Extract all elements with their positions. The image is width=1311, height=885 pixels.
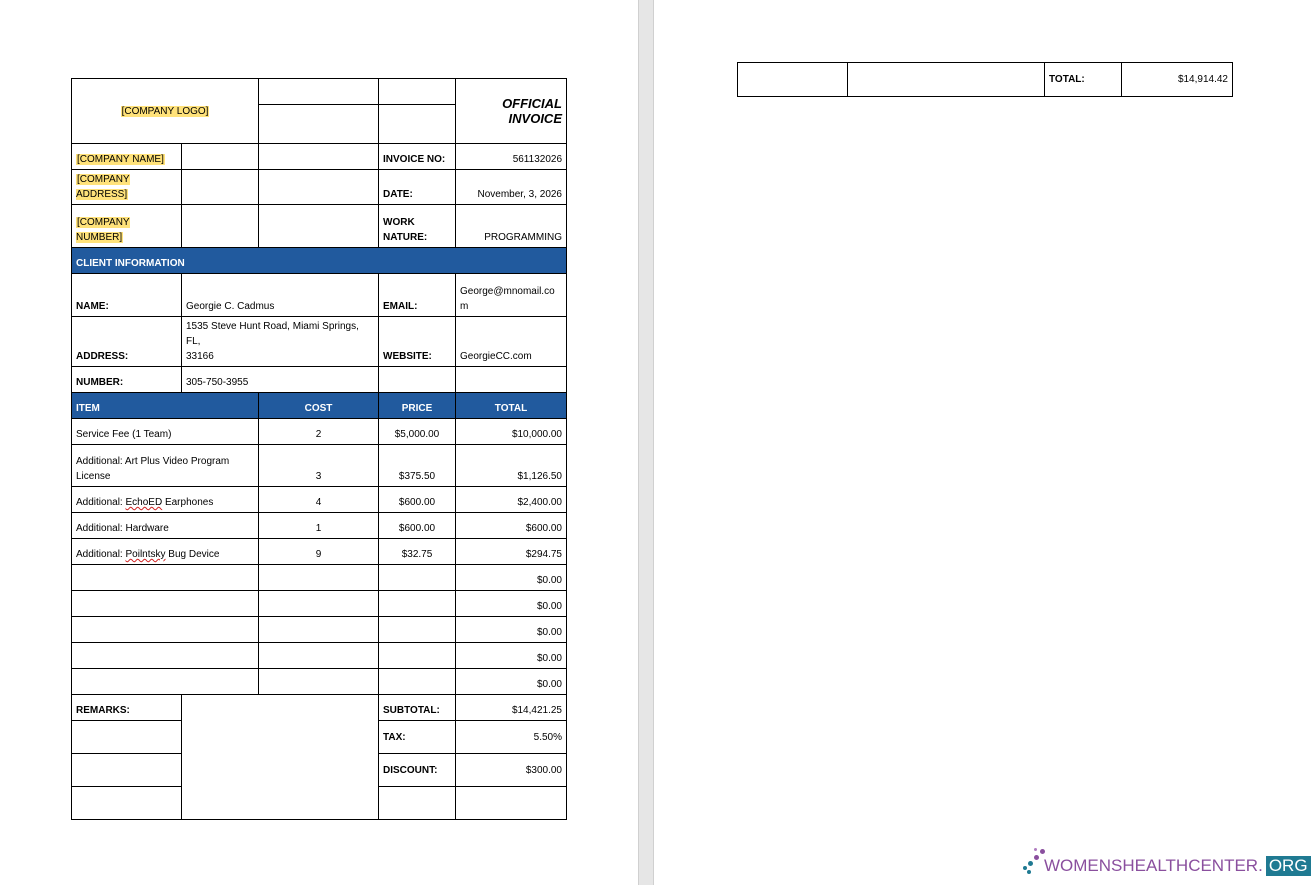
item-total: $600.00 xyxy=(456,513,567,539)
item-price: $32.75 xyxy=(379,539,456,565)
page-2 xyxy=(654,0,1289,885)
company-logo-placeholder: [COMPANY LOGO] xyxy=(72,79,259,144)
table-row xyxy=(72,565,567,591)
work-nature-label: WORK NATURE: xyxy=(379,205,456,248)
table-row xyxy=(72,539,567,565)
item-cost: 9 xyxy=(259,539,379,565)
client-website-label: WEBSITE: xyxy=(379,317,456,367)
item-price: $375.50 xyxy=(379,445,456,487)
item-total: $0.00 xyxy=(456,643,567,669)
company-number: [COMPANY NUMBER] xyxy=(72,205,182,248)
item-total: $0.00 xyxy=(456,565,567,591)
table-row xyxy=(72,487,567,513)
spellcheck-word: Poilntsky xyxy=(125,549,166,560)
subtotal-value: $14,421.25 xyxy=(456,695,567,721)
client-address-value: 1535 Steve Hunt Road, Miami Springs, FL, 33166 xyxy=(182,317,379,367)
invoice-no-label: INVOICE NO: xyxy=(379,144,456,170)
item-description: Additional: Hardware xyxy=(72,513,259,539)
discount-label: DISCOUNT: xyxy=(379,754,456,787)
client-name-value: Georgie C. Cadmus xyxy=(182,274,379,317)
spellcheck-word: EchoED xyxy=(125,497,163,508)
client-name-label: NAME: xyxy=(72,274,182,317)
date-label: DATE: xyxy=(379,170,456,205)
item-description: Additional: Poilntsky Bug Device xyxy=(72,539,259,565)
item-total: $0.00 xyxy=(456,669,567,695)
item-total: $1,126.50 xyxy=(456,445,567,487)
item-cost: 4 xyxy=(259,487,379,513)
item-price: $600.00 xyxy=(379,487,456,513)
table-row xyxy=(72,617,567,643)
item-description: Additional: Art Plus Video Program License xyxy=(72,445,259,487)
items-header-price: PRICE xyxy=(379,393,456,419)
brand-tld: ORG xyxy=(1266,856,1311,876)
total-value: $14,914.42 xyxy=(1122,63,1233,97)
item-total: $2,400.00 xyxy=(456,487,567,513)
discount-value: $300.00 xyxy=(456,754,567,787)
tax-label: TAX: xyxy=(379,721,456,754)
invoice-title: OFFICIAL INVOICE xyxy=(456,79,567,144)
table-row xyxy=(72,513,567,539)
item-total: $10,000.00 xyxy=(456,419,567,445)
company-name: [COMPANY NAME] xyxy=(72,144,182,170)
company-address: [COMPANY ADDRESS] xyxy=(72,170,182,205)
item-price: $600.00 xyxy=(379,513,456,539)
subtotal-label: SUBTOTAL: xyxy=(379,695,456,721)
client-number-value: 305-750-3955 xyxy=(182,367,379,393)
remarks-box xyxy=(182,695,379,820)
brand-dots-icon xyxy=(1022,848,1044,876)
table-row xyxy=(72,669,567,695)
items-header-item: ITEM xyxy=(72,393,259,419)
tax-value: 5.50% xyxy=(456,721,567,754)
client-email-label: EMAIL: xyxy=(379,274,456,317)
brand-watermark xyxy=(1022,844,1311,876)
item-total: $0.00 xyxy=(456,591,567,617)
table-row xyxy=(72,591,567,617)
client-number-label: NUMBER: xyxy=(72,367,182,393)
client-website-value: GeorgieCC.com xyxy=(456,317,567,367)
invoice-table-continued xyxy=(737,62,1233,97)
item-cost: 2 xyxy=(259,419,379,445)
item-total: $294.75 xyxy=(456,539,567,565)
table-row xyxy=(72,419,567,445)
item-description: Additional: EchoED Earphones xyxy=(72,487,259,513)
work-nature-value: PROGRAMMING xyxy=(456,205,567,248)
client-email-value: George@mnomail.co m xyxy=(456,274,567,317)
table-row xyxy=(72,643,567,669)
remarks-label: REMARKS: xyxy=(72,695,182,721)
invoice-table xyxy=(71,78,567,820)
item-price: $5,000.00 xyxy=(379,419,456,445)
item-cost: 3 xyxy=(259,445,379,487)
total-label: TOTAL: xyxy=(1045,63,1122,97)
brand-name: WOMENSHEALTHCENTER. xyxy=(1044,856,1263,875)
page-divider xyxy=(638,0,654,885)
page-1 xyxy=(0,0,638,885)
table-row xyxy=(72,445,567,487)
item-cost: 1 xyxy=(259,513,379,539)
item-total: $0.00 xyxy=(456,617,567,643)
items-header-cost: COST xyxy=(259,393,379,419)
date-value: November, 3, 2026 xyxy=(456,170,567,205)
client-address-label: ADDRESS: xyxy=(72,317,182,367)
item-description: Service Fee (1 Team) xyxy=(72,419,259,445)
items-header-total: TOTAL xyxy=(456,393,567,419)
invoice-no-value: 561132026 xyxy=(456,144,567,170)
client-info-header: CLIENT INFORMATION xyxy=(72,248,567,274)
